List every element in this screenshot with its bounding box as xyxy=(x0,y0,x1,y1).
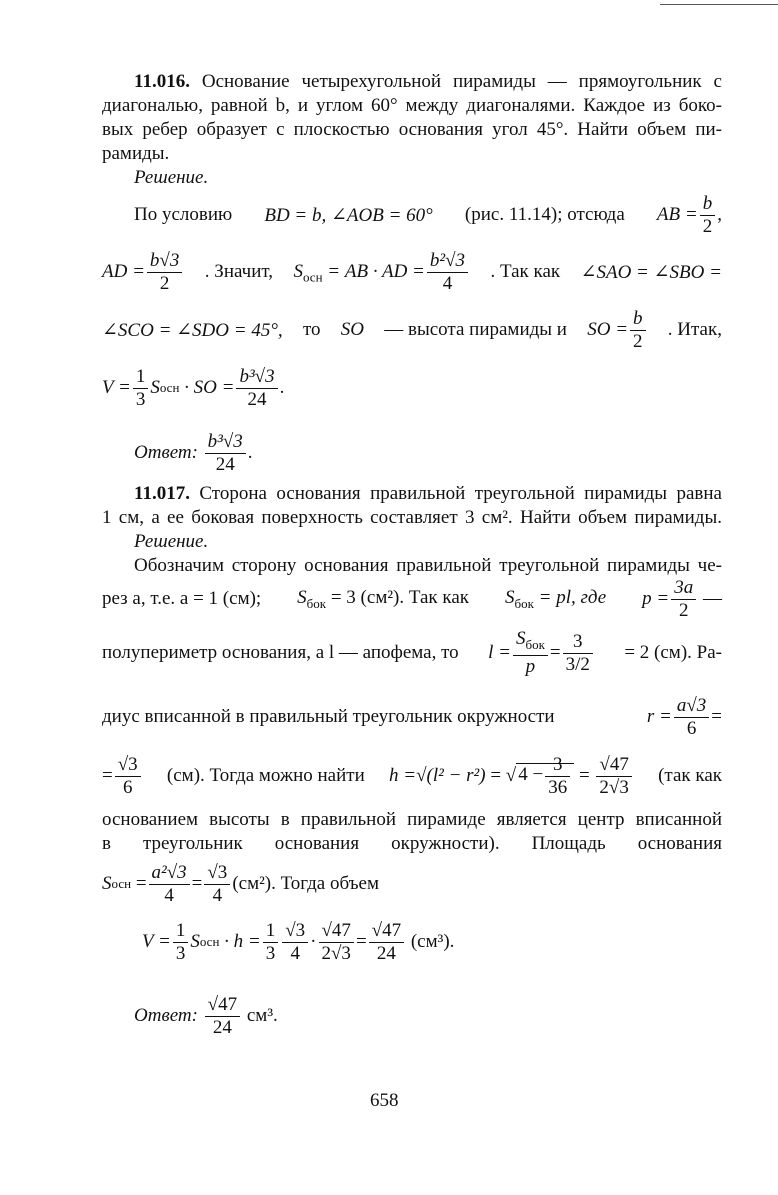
solution-line2: AD = $\frac{b√3}{2}$ . Значит, $S_{осн}$ = AB · AD = $\frac{\text{b²√3}}{4}$ . Так как ∠SAO = ∠SBO = xyxy=(102,249,722,294)
problem-11-016-line3: вых ребер образует с плоскостью основания угол 45°. Найти объем пи- xyxy=(102,119,722,140)
top-rule xyxy=(660,4,778,5)
problem-11-016-line4: рамиды. xyxy=(102,143,170,164)
problem-11-017-line1: 11.017. Сторона основания правильной треугольной пирамиды равна xyxy=(134,483,722,504)
solution2-line2: рез a, т.е. a = 1 (см); $S_{бок} = 3$ (см²). Так как $S_{бок}$ = pl, где p = $\frac{3a}{2}$ — xyxy=(102,576,722,621)
solution2-line9: V = $\frac{1}{3}$ S осн · h = $\frac{1}{3}$ $\frac{√3}{4}$ · $\frac{√47}{2√3}$ = $\frac{√47}{24}$ (см³). xyxy=(142,919,455,964)
solution-heading-2: Решение. xyxy=(134,531,209,552)
problem-11-016-line2: диагональю, равной b, и углом 60° между диагоналями. Каждое из боко- xyxy=(102,95,722,116)
problem-number: 11.016. xyxy=(134,71,190,92)
solution2-line5: = $\frac{√3}{6}$ (см). Тогда можно найти h =√(l² − r²) = √ 4 − $\frac{3}{36}$ = $\frac{√47}{2√3}$ (так как xyxy=(102,753,722,798)
answer-11-016: Ответ: $\frac{\text{b³√3}}{24}$ . xyxy=(134,430,253,475)
problem-11-016-line1: 11.016. Основание четырехугольной пирамиды — прямоугольник с xyxy=(134,71,722,92)
solution2-line1: Обозначим сторону основания правильной треугольной пирамиды че- xyxy=(134,555,722,576)
solution-line3: ∠SCO = ∠SDO = 45°, то SO — высота пирамиды и SO = $\frac{b}{2}$ . Итак, xyxy=(102,307,722,352)
solution2-line3: полупериметр основания, а l — апофема, то l = $\frac{S_{бок}}{p}$ = $\frac{3}{3/2}$ = 2 (см). Ра- xyxy=(102,627,722,678)
page-number: 658 xyxy=(370,1090,399,1111)
problem-11-017-line2: 1 см, а ее боковая поверхность составляет 3 см². Найти объем пирамиды. xyxy=(102,507,722,528)
solution2-line6: основанием высоты в правильной пирамиде является центр вписанной xyxy=(102,809,722,830)
solution2-line7: в треугольник основания окружности). Площадь основания xyxy=(102,833,722,854)
solution-line4: V = $\frac{1}{3}$ S осн · SO = $\frac{\text{b³√3}}{24}$ . xyxy=(102,365,285,410)
solution2-line4: диус вписанной в правильный треугольник окружности r = $\frac{a√3}{6}$ = xyxy=(102,694,722,739)
solution-heading: Решение. xyxy=(134,167,209,188)
solution2-line8: S осн = $\frac{\text{a²√3}}{4}$ = $\frac{√3}{4}$ (см²). Тогда объем xyxy=(102,861,379,906)
fraction: $\frac{b}{2}$ xyxy=(700,193,716,238)
answer-11-017: Ответ: $\frac{√47}{24}$ см³. xyxy=(134,993,278,1038)
solution-line1: По условию BD = b, ∠AOB = 60° (рис. 11.14); отсюда AB = $\frac{b}{2}$ , xyxy=(134,192,722,237)
